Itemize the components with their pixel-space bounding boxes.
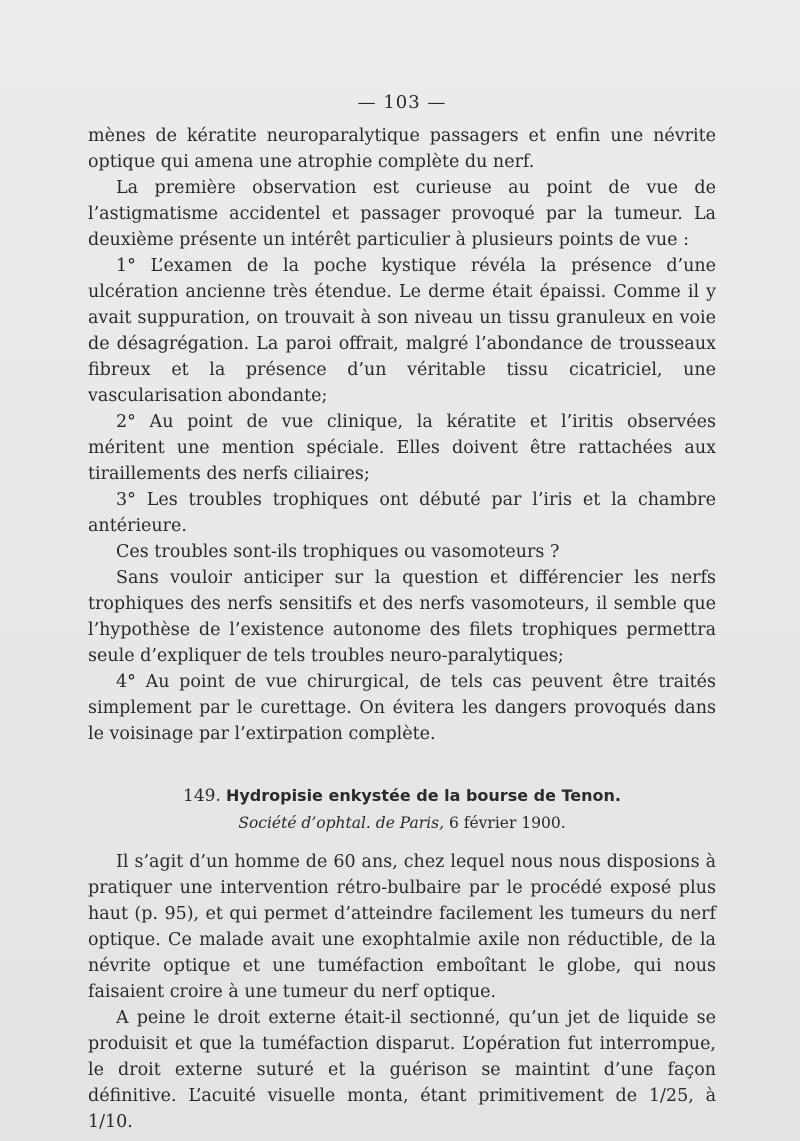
section-title: Hydropisie enkystée de la bourse de Tenon. (225, 786, 621, 805)
paragraph: La première observation est curieuse au point de vue de l’astigmatisme accidentel et passager provoqué par la tumeur. La deuxième présente un intérêt particulier à plusieurs points de vue : (88, 178, 716, 250)
paragraph: Ces troubles sont-ils trophiques ou vasomoteurs ? (116, 542, 560, 562)
section-number: 149. (183, 786, 221, 806)
section-source (88, 811, 716, 835)
paragraph: mènes de kératite neuroparalytique passagers et enfin une névrite optique qui amena une atrophie complète du nerf. (88, 126, 716, 172)
paragraph: Sans vouloir anticiper sur la question et différencier les nerfs trophiques des nerfs sensitifs et des nerfs vasomoteurs, il semble que l’hypothèse de l’existence autonome des filets trophiques permettra seule d’expliquer de tels troubles neuro-paralytiques; (88, 568, 716, 666)
source-date: 6 février 1900. (444, 814, 566, 832)
paragraph: 4° Au point de vue chirurgical, de tels cas peuvent être traités simplement par le curettage. On évitera les dangers provoqués dans le voisinage par l’extirpation complète. (88, 672, 716, 744)
paragraph: 1° L’examen de la poche kystique révéla la présence d’une ulcération ancienne très étendue. Le derme était épaissi. Comme il y avait suppuration, on trouvait à son niveau un tissu granuleux en voie de désagrégation. La paroi offrait, malgré l’abondance de trousseaux fibreux et la présence d’un véritable tissu cicatriciel, une vascularisation abondante; (88, 256, 716, 406)
page-content (88, 92, 716, 1135)
paragraph: 3° Les troubles trophiques ont débuté par l’iris et la chambre antérieure. (88, 490, 716, 536)
source-journal: Société d’ophtal. de Paris, (238, 814, 445, 832)
paragraph: A peine le droit externe était-il sectionné, qu’un jet de liquide se produisit et que la tuméfaction disparut. L’opération fut interrompue, le droit externe suturé et la guérison se maintint d’une façon définitive. L’acuité visuelle monta, étant primitivement de 1/25, à 1/10. (88, 1008, 716, 1132)
section-heading (88, 783, 716, 809)
paragraph: 2° Au point de vue clinique, la kératite et l’iritis observées méritent une mention spéciale. Elles doivent être rattachées aux tiraillements des nerfs ciliaires; (88, 412, 716, 484)
paragraph: Il s’agit d’un homme de 60 ans, chez lequel nous nous disposions à pratiquer une intervention rétro-bulbaire par le procédé exposé plus haut (p. 95), et qui permet d’atteindre facilement les tumeurs du nerf optique. Ce malade avait une exophtalmie axile non réductible, de la névrite optique et une tuméfaction emboîtant le globe, qui nous faisaient croire à une tumeur du nerf optique. (88, 852, 716, 1002)
page-number: — 103 — (357, 92, 447, 113)
